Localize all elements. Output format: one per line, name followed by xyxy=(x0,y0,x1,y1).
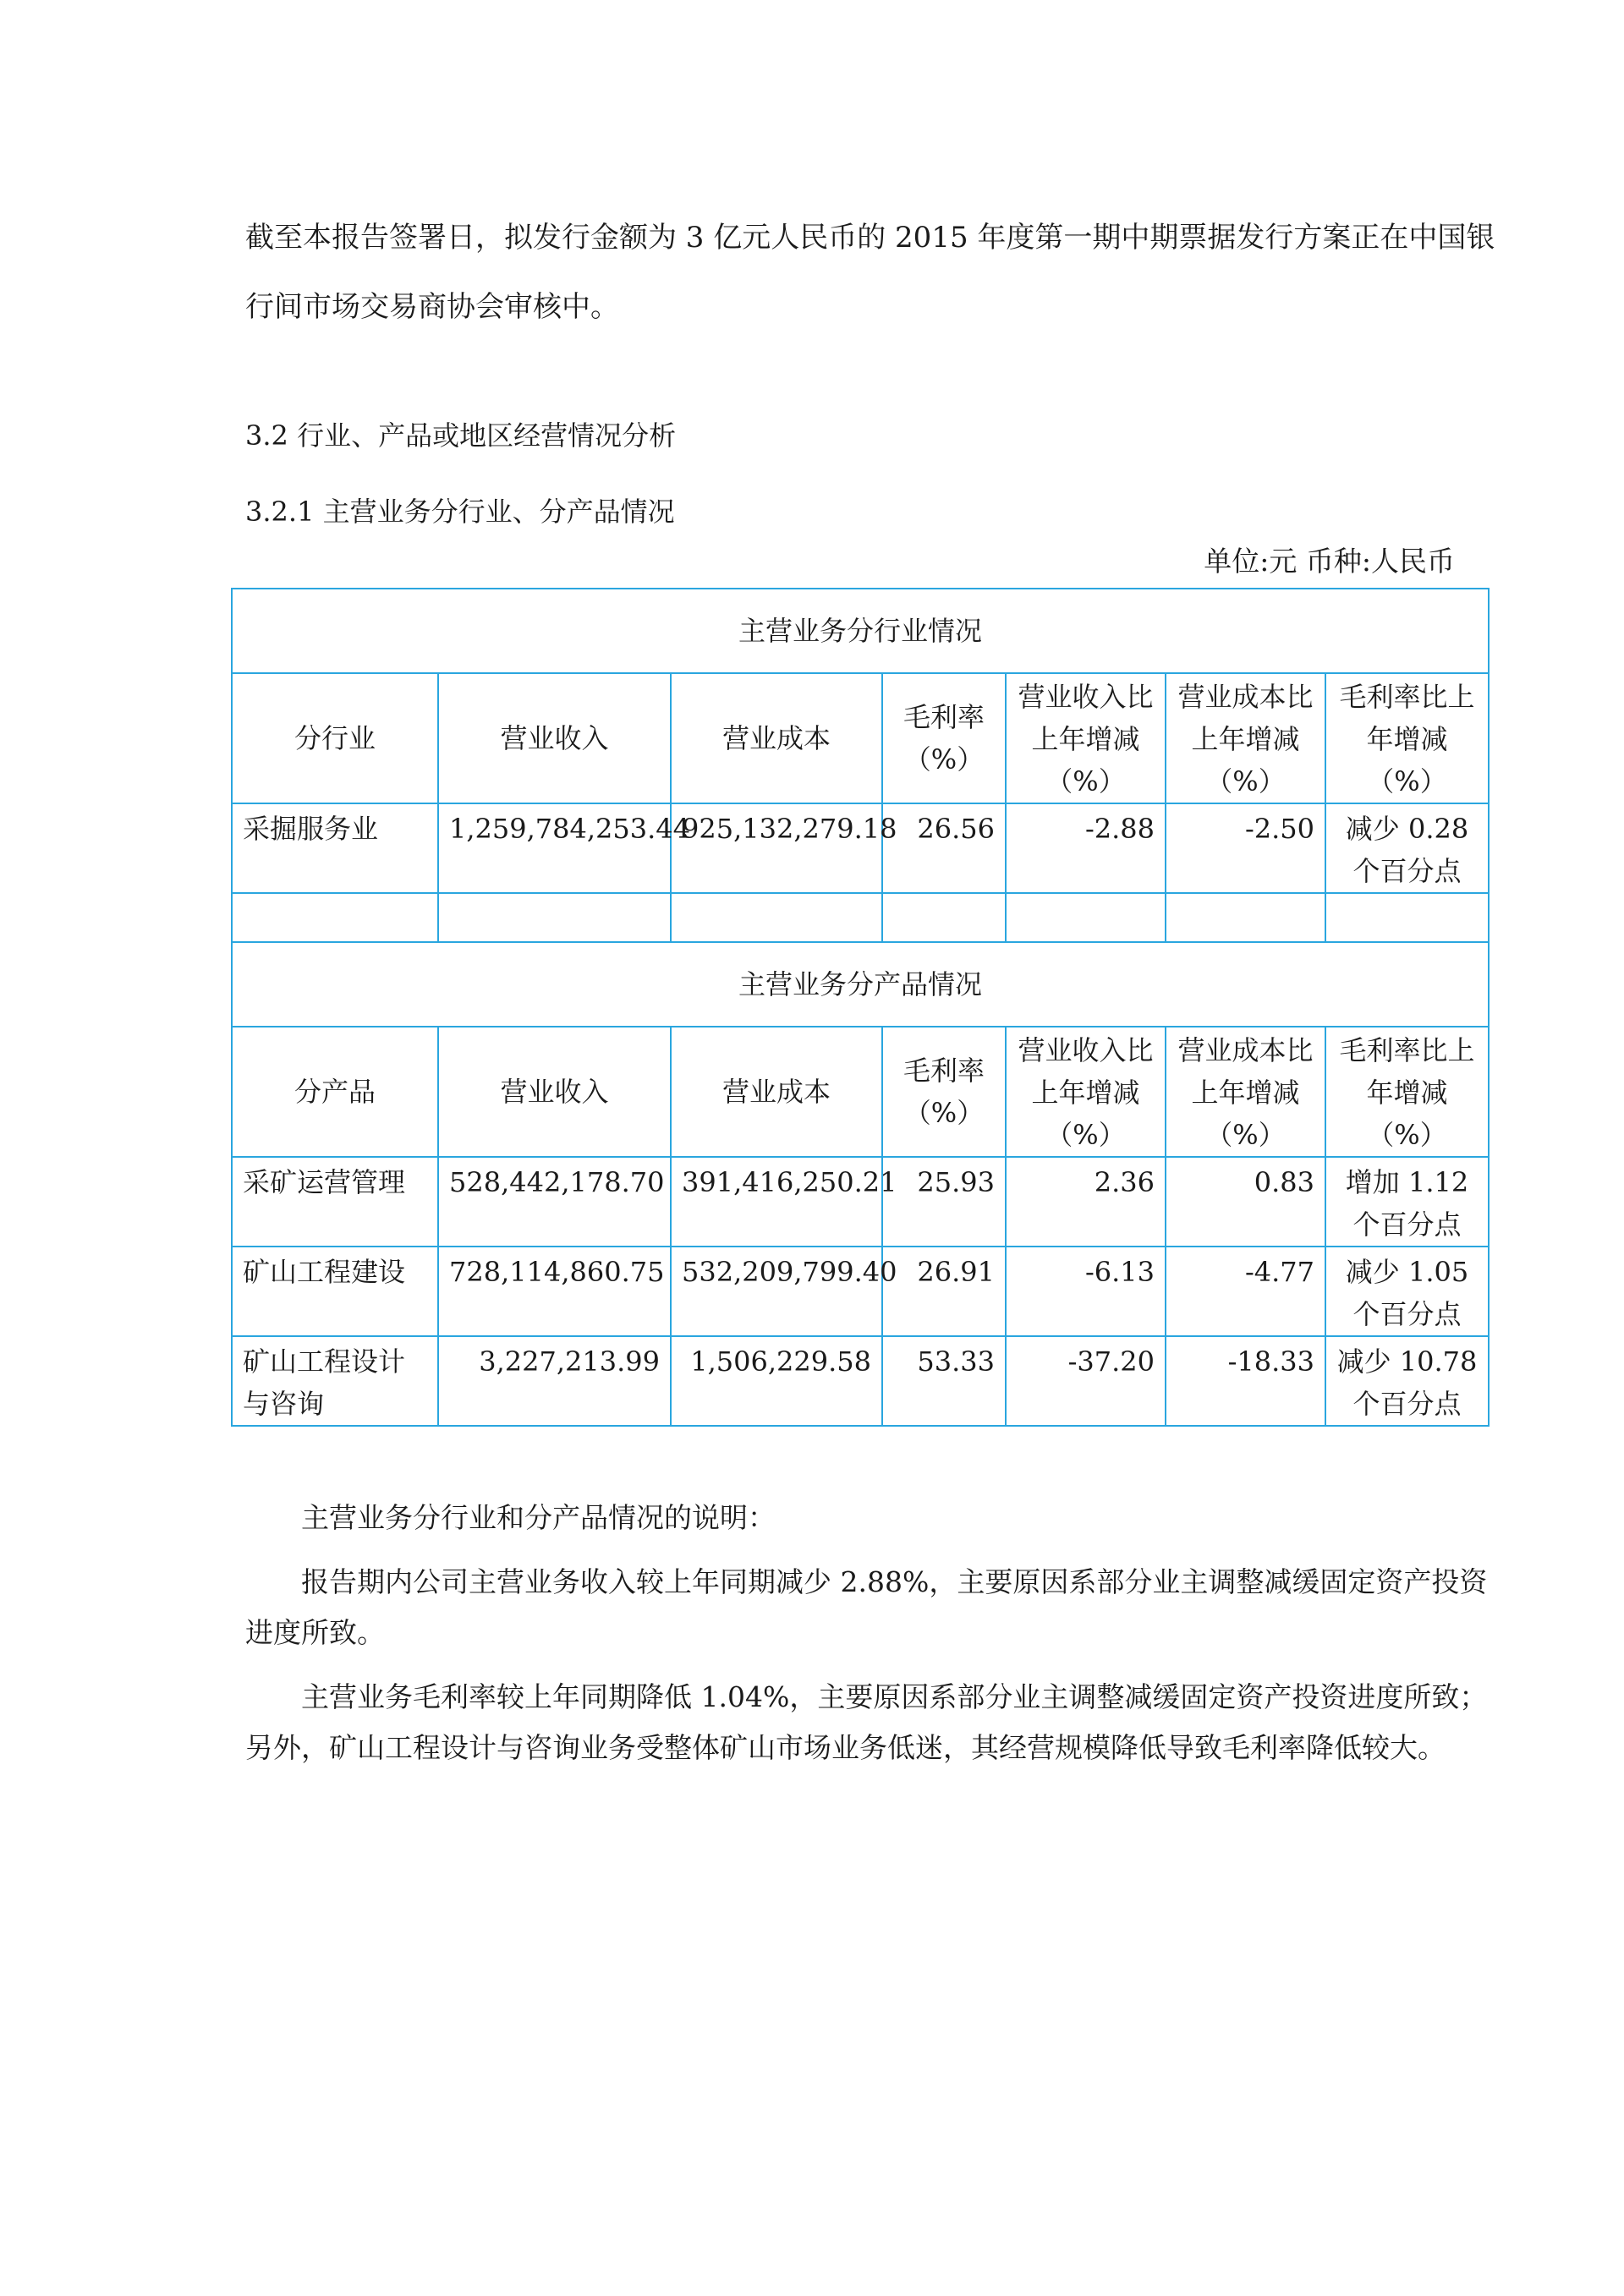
section-heading-3-2-1: 3.2.1 主营业务分行业、分产品情况 xyxy=(245,496,675,528)
col-header: 毛利率（%） xyxy=(882,1027,1006,1157)
margin-cell: 53.33 xyxy=(882,1336,1006,1426)
notes-title: 主营业务分行业和分产品情况的说明： xyxy=(301,1501,776,1534)
col-header: 营业收入 xyxy=(438,673,671,803)
row-name: 采矿运营管理 xyxy=(232,1157,438,1247)
intro-line-1: 截至本报告签署日，拟发行金额为 3 亿元人民币的 2015 年度第一期中期票据发行方案正在中国银 xyxy=(245,221,1495,255)
product-section-title: 主营业务分产品情况 xyxy=(232,942,1489,1027)
margin-change-cell: 减少 10.78 个百分点 xyxy=(1325,1336,1489,1426)
revenue-change-cell: 2.36 xyxy=(1006,1157,1166,1247)
cost-cell: 925,132,279.18 xyxy=(671,803,882,893)
cost-cell: 532,209,799.40 xyxy=(671,1247,882,1336)
margin-change-cell: 减少 1.05 个百分点 xyxy=(1325,1247,1489,1336)
margin-cell: 26.91 xyxy=(882,1247,1006,1336)
row-name: 矿山工程建设 xyxy=(232,1247,438,1336)
notes-paragraph-2: 主营业务毛利率较上年同期降低 1.04%，主要原因系部分业主调整减缓固定资产投资进度所致；另外，矿山工程设计与咨询业务受整体矿山市场业务低迷，其经营规模降低导致毛利率降低较大。 xyxy=(245,1680,1488,1764)
row-name: 矿山工程设计与咨询 xyxy=(232,1336,438,1426)
table-row xyxy=(232,1157,1489,1247)
col-header: 毛利率比上年增减（%） xyxy=(1325,1027,1489,1157)
col-header: 营业成本 xyxy=(671,1027,882,1157)
margin-cell: 25.93 xyxy=(882,1157,1006,1247)
col-header: 营业收入比上年增减（%） xyxy=(1006,1027,1166,1157)
industry-section-title: 主营业务分行业情况 xyxy=(232,589,1489,673)
industry-header-row xyxy=(232,673,1489,803)
col-header: 营业成本 xyxy=(671,673,882,803)
revenue-cell: 728,114,860.75 xyxy=(438,1247,671,1336)
table-row xyxy=(232,1247,1489,1336)
margin-cell: 26.56 xyxy=(882,803,1006,893)
notes-paragraph-1: 报告期内公司主营业务收入较上年同期减少 2.88%，主要原因系部分业主调整减缓固定资产投资进度所致。 xyxy=(245,1565,1488,1649)
table-row xyxy=(232,1336,1489,1426)
intro-paragraph xyxy=(245,203,1497,342)
revenue-cell: 528,442,178.70 xyxy=(438,1157,671,1247)
product-header-row xyxy=(232,1027,1489,1157)
revenue-cell: 3,227,213.99 xyxy=(438,1336,671,1426)
cost-change-cell: -2.50 xyxy=(1166,803,1325,893)
cost-change-cell: 0.83 xyxy=(1166,1157,1325,1247)
business-table xyxy=(231,588,1490,1427)
intro-line-2: 行间市场交易商协会审核中。 xyxy=(245,290,619,324)
cost-cell: 1,506,229.58 xyxy=(671,1336,882,1426)
col-header: 营业收入比上年增减（%） xyxy=(1006,673,1166,803)
revenue-change-cell: -6.13 xyxy=(1006,1247,1166,1336)
explanation-notes xyxy=(245,1493,1489,1787)
unit-currency-label: 单位:元 币种:人民币 xyxy=(1204,545,1455,578)
margin-change-cell: 增加 1.12 个百分点 xyxy=(1325,1157,1489,1247)
empty-row xyxy=(232,893,1489,942)
col-header: 营业成本比上年增减（%） xyxy=(1166,1027,1325,1157)
col-header: 营业成本比上年增减（%） xyxy=(1166,673,1325,803)
col-header: 营业收入 xyxy=(438,1027,671,1157)
section-heading-3-2: 3.2 行业、产品或地区经营情况分析 xyxy=(245,419,677,452)
row-name: 采掘服务业 xyxy=(232,803,438,893)
revenue-cell: 1,259,784,253.44 xyxy=(438,803,671,893)
cost-change-cell: -18.33 xyxy=(1166,1336,1325,1426)
cost-change-cell: -4.77 xyxy=(1166,1247,1325,1336)
table-row xyxy=(232,803,1489,893)
revenue-change-cell: -2.88 xyxy=(1006,803,1166,893)
col-header: 毛利率比上年增减（%） xyxy=(1325,673,1489,803)
col-header: 分产品 xyxy=(232,1027,438,1157)
cost-cell: 391,416,250.21 xyxy=(671,1157,882,1247)
col-header: 分行业 xyxy=(232,673,438,803)
col-header: 毛利率（%） xyxy=(882,673,1006,803)
revenue-change-cell: -37.20 xyxy=(1006,1336,1166,1426)
margin-change-cell: 减少 0.28 个百分点 xyxy=(1325,803,1489,893)
